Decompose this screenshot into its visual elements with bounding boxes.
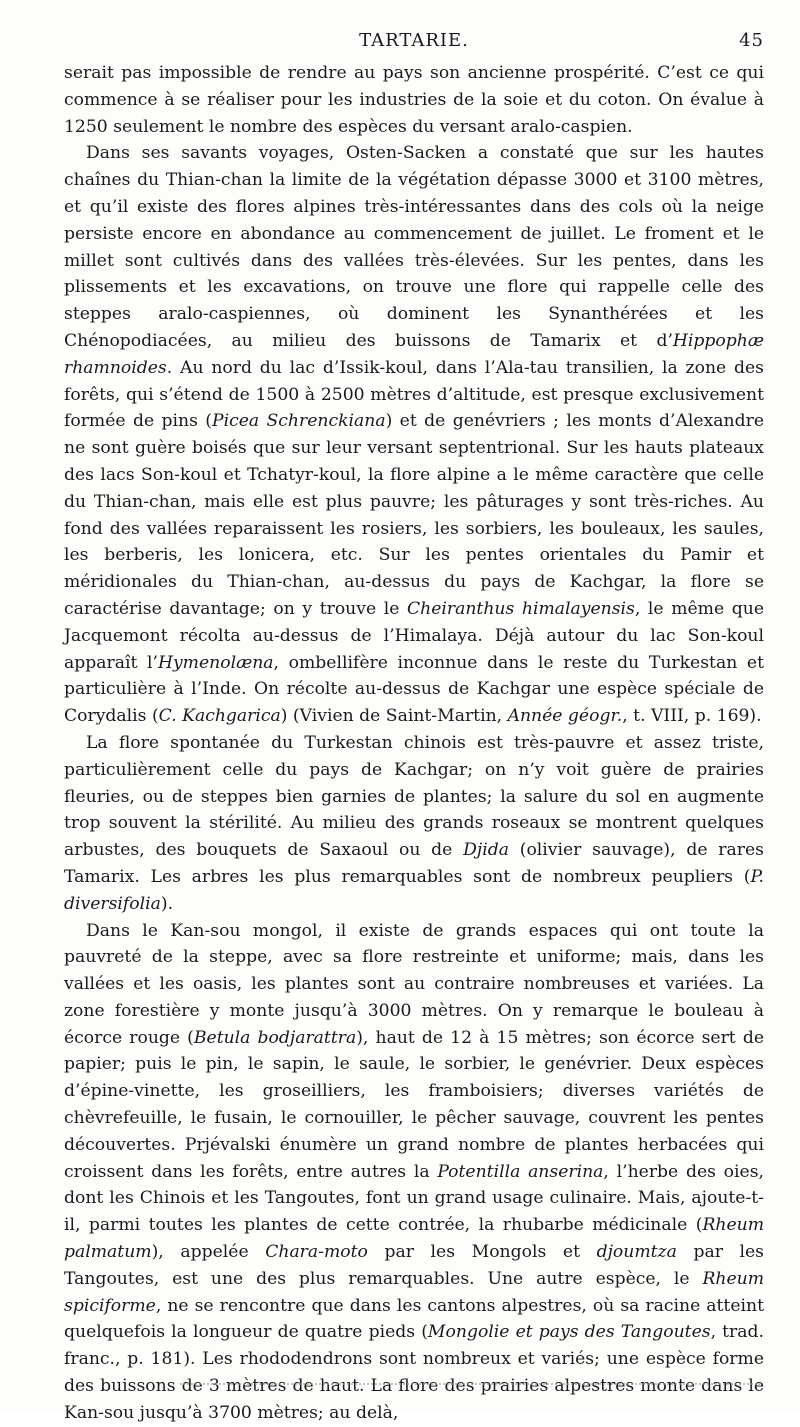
italic-term: Rheum spiciforme bbox=[64, 1268, 764, 1316]
italic-term: P. diversifolia bbox=[64, 866, 764, 914]
italic-term: Mongolie et pays des Tangoutes bbox=[427, 1322, 711, 1343]
italic-term: Hymenolæna bbox=[157, 652, 274, 673]
page-number: 45 bbox=[739, 30, 764, 51]
paragraph bbox=[64, 918, 764, 1427]
text-run: , ombellifère inconnue dans le reste du Turkestan et particulière à l’Inde. On récolte au-dessus de Kachgar une espèce spéciale de Corydalis ( bbox=[64, 652, 764, 727]
paragraph bbox=[64, 140, 764, 730]
text-run: Dans le Kan-sou mongol, il existe de grands espaces qui ont toute la pauvreté de la steppe, avec sa flore restreinte et uniforme; mais, dans les vallées et les oasis, les plantes sont au contraire nombreuses et variées. La zone forestière y monte jusqu’à 3000 mètres. On y remarque le bouleau à écorce rouge ( bbox=[64, 920, 764, 1048]
paragraph bbox=[64, 730, 764, 918]
text-run: serait pas impossible de rendre au pays son ancienne prospérité. C’est ce qui commence à se réaliser pour les industries de la soie et du coton. On évalue à 1250 seulement le nombre des espèces du versant aralo-caspien. bbox=[64, 63, 764, 137]
italic-term: Djida bbox=[463, 840, 509, 861]
text-run: , le même que Jacquemont récolta au-dessus de l’Himalaya. Déjà autour du lac Son-koul apparaît l’ bbox=[64, 598, 764, 673]
italic-term: Betula bodjarattra bbox=[193, 1027, 357, 1048]
italic-term: djoumtza bbox=[596, 1242, 677, 1263]
paragraph bbox=[64, 60, 764, 140]
text-run: . Au nord du lac d’Issik-koul, dans l’Ala-tau transilien, la zone des forêts, qui s’étend de 1500 à 2500 mètres d’altitude, est presque exclusivement formée de pins ( bbox=[64, 357, 764, 432]
text-run: ), haut de 12 à 15 mètres; son écorce sert de papier; puis le pin, le sapin, le saule, le sorbier, le genévrier. Deux espèces d’épine-vinette, les groseilliers, les framboisiers; diverses variétés de chèvrefeuille, le fusain, le cornouiller, le pêcher sauvage, couvrent les pentes découvertes. Prjévalski énumère un grand nombre de plantes herbacées qui croissent dans les forêts, entre autres la bbox=[64, 1027, 765, 1182]
chapter-title: TARTARIE. bbox=[359, 30, 469, 51]
text-run: , l’herbe des oies, dont les Chinois et les Tangoutes, font un grand usage culinaire. Mais, ajoute-t-il, parmi toutes les plantes de cette contrée, la rhubarbe médicinale ( bbox=[64, 1161, 764, 1236]
running-head bbox=[64, 30, 764, 54]
text-run: ), appelée bbox=[151, 1242, 266, 1263]
italic-term: Potentilla anserina bbox=[437, 1161, 604, 1182]
italic-term: Picea Schrenckiana bbox=[212, 411, 386, 432]
text-run: , ne se rencontre que dans les cantons alpestres, où sa racine atteint quelquefois la longueur de quatre pieds ( bbox=[64, 1295, 764, 1343]
italic-term: Cheiranthus himalayensis bbox=[407, 598, 635, 619]
text-run: (olivier sauvage), de rares Tamarix. Les arbres les plus remarquables sont de nombreux peupliers ( bbox=[64, 840, 764, 887]
italic-term: Année géogr. bbox=[507, 706, 623, 727]
text-run: ) (Vivien de Saint-Martin, bbox=[280, 706, 508, 727]
bottom-rule bbox=[180, 1383, 760, 1385]
italic-term: Rheum palmatum bbox=[64, 1215, 764, 1263]
body-text bbox=[64, 60, 764, 1427]
text-run: , trad. franc., p. 181). Les rhododendrons sont nombreux et variés; une espèce forme des buissons de 3 mètres de haut. La flore des prairies alpestres monte dans le Kan-sou jusqu’à 3700 mètres; au delà, bbox=[64, 1322, 764, 1423]
italic-term: Hippophæ rhamnoides bbox=[64, 330, 764, 378]
italic-term: C. Kachgarica bbox=[158, 706, 281, 727]
text-run: La flore spontanée du Turkestan chinois est très-pauvre et assez triste, particulièrement celle du pays de Kachgar; on n’y voit guère de prairies fleuries, ou de steppes bien garnies de plantes; la salure du sol en augmente trop souvent la stérilité. Au milieu des grands roseaux se montrent quelques arbustes, des bouquets de Saxaoul ou de bbox=[64, 732, 764, 861]
text-run: ). bbox=[160, 893, 174, 914]
text-run: ) et de genévriers ; les monts d’Alexandre ne sont guère boisés que sur leur versant septentrional. Sur les hauts plateaux des lacs Son-koul et Tchatyr-koul, la flore alpine a le même caractère que celle du Thian-chan, mais elle est plus pauvre; les pâturages y sont très-riches. Au fond des vallées reparaissent les rosiers, les sorbiers, les bouleaux, les saules, les berberis, les lonicera, etc. Sur les pentes orientales du Pamir et méridionales du Thian-chan, au-dessus du pays de Kachgar, la flore se caractérise davantage; on y trouve le bbox=[64, 411, 764, 619]
text-run: , t. VIII, p. 169). bbox=[622, 706, 762, 727]
italic-term: Chara-moto bbox=[265, 1242, 368, 1263]
text-run: par les Mongols et bbox=[367, 1242, 597, 1263]
text-run: par les Tangoutes, est une des plus remarquables. Une autre espèce, le bbox=[64, 1242, 764, 1289]
text-run: Dans ses savants voyages, Osten-Sacken a constaté que sur les hautes chaînes du Thian-chan la limite de la végétation dépasse 3000 et 3100 mètres, et qu’il existe des flores alpines très-intéressantes dans des cols où la neige persiste encore en abondance au commencement de juillet. Le froment et le millet sont cultivés dans des vallées très-élevées. Sur les pentes, dans les plissements et les excavations, on trouve une flore qui rappelle celle des steppes aralo-caspiennes, où dominent les Synanthérées et les Chénopodiacées, au milieu des buissons de Tamarix et d’ bbox=[64, 143, 764, 351]
